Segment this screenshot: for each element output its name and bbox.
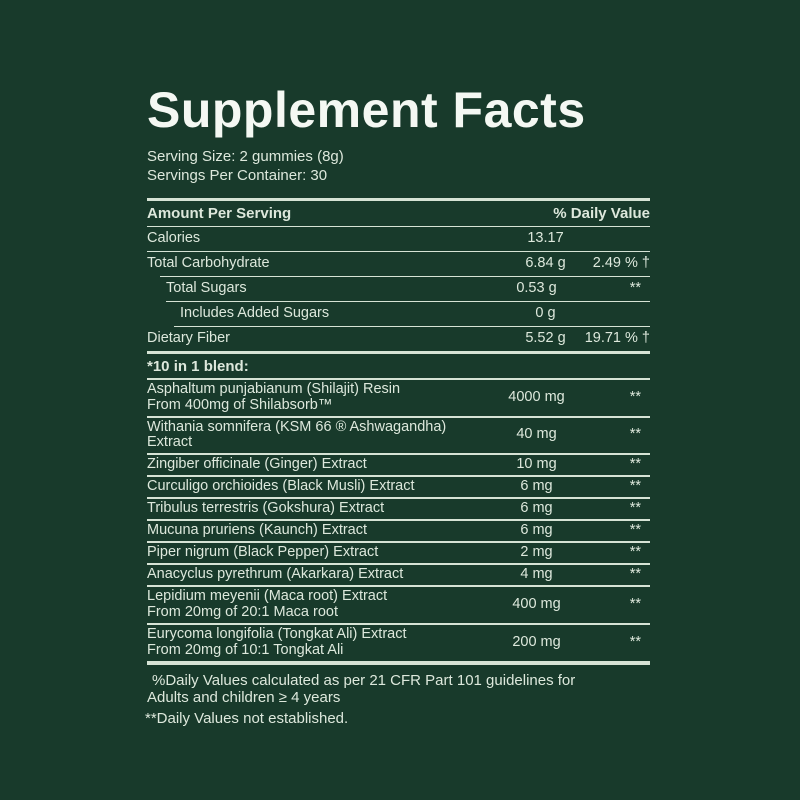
panel-title: Supplement Facts xyxy=(147,82,586,138)
ingredient-amount: 400 mg xyxy=(512,595,561,612)
blend-rows xyxy=(147,378,650,661)
ingredient-daily-value: ** xyxy=(629,543,641,560)
blend-row xyxy=(147,416,650,453)
ingredient-daily-value: ** xyxy=(629,426,641,442)
ingredient-amount: 200 mg xyxy=(512,633,561,650)
ingredient-name: Lepidium meyenii (Maca root) Extract From 20mg of 20:1 Maca root xyxy=(147,589,494,620)
ingredient-name: Mucuna pruriens (Kaunch) Extract xyxy=(147,521,368,538)
serving-info xyxy=(147,147,650,185)
nutrient-amount: 6.84 g xyxy=(525,254,566,271)
nutrient-rows xyxy=(147,226,650,351)
ingredient-name: Eurycoma longifolia (Tongkat Ali) Extract From 20mg of 10:1 Tongkat Ali xyxy=(147,627,494,658)
nutrient-amount: 0.53 g xyxy=(516,279,557,296)
ingredient-daily-value: ** xyxy=(629,633,641,650)
nutrient-daily-value: 19.71 % † xyxy=(584,329,650,346)
ingredient-daily-value: ** xyxy=(629,388,641,405)
daily-value-header: % Daily Value xyxy=(553,204,650,222)
dv-footnote-line2: Adults and children ≥ 4 years xyxy=(147,688,341,706)
ingredient-name: Tribulus terrestris (Gokshura) Extract xyxy=(147,499,385,516)
nutrient-row xyxy=(147,226,650,251)
nutrient-row xyxy=(147,301,650,326)
ingredient-daily-value: ** xyxy=(629,565,641,582)
blend-row xyxy=(147,519,650,541)
nutrient-name: Includes Added Sugars xyxy=(180,304,330,321)
ingredient-source: From 400mg of Shilabsorb™ xyxy=(147,396,333,413)
nutrient-amount: 13.17 xyxy=(527,229,564,246)
not-established-footnote: **Daily Values not established. xyxy=(145,709,349,727)
ingredient-amount: 6 mg xyxy=(520,499,553,516)
supplement-facts-panel xyxy=(147,84,650,727)
blend-row xyxy=(147,378,650,416)
blend-header: *10 in 1 blend: xyxy=(147,357,249,375)
blend-row xyxy=(147,585,650,623)
ingredient-name: Curculigo orchioides (Black Musli) Extract xyxy=(147,477,415,494)
ingredient-daily-value: ** xyxy=(629,595,641,612)
nutrient-daily-value: 2.49 % † xyxy=(592,254,650,271)
ingredient-name: Anacyclus pyrethrum (Akarkara) Extract xyxy=(147,565,404,582)
ingredient-amount: 4 mg xyxy=(520,565,553,582)
blend-row xyxy=(147,563,650,585)
blend-row xyxy=(147,541,650,563)
nutrient-row xyxy=(147,326,650,351)
table-header-row xyxy=(147,201,650,226)
ingredient-amount: 4000 mg xyxy=(508,388,565,405)
ingredient-name: Withania somnifera (KSM 66 ® Ashwagandha) Extract xyxy=(147,418,447,450)
ingredient-daily-value: ** xyxy=(629,499,641,516)
nutrient-daily-value: ** xyxy=(629,279,641,296)
nutrient-row xyxy=(147,251,650,276)
blend-row xyxy=(147,623,650,661)
ingredient-source: From 20mg of 20:1 Maca root xyxy=(147,603,338,620)
nutrient-name: Total Carbohydrate xyxy=(147,254,270,271)
nutrient-row xyxy=(147,276,650,301)
amount-per-serving-header: Amount Per Serving xyxy=(147,204,292,222)
servings-per-container: Servings Per Container: 30 xyxy=(147,167,328,184)
ingredient-amount: 2 mg xyxy=(520,543,553,560)
nutrient-name: Calories xyxy=(147,229,201,246)
ingredient-name: Piper nigrum (Black Pepper) Extract xyxy=(147,543,379,560)
bottom-rule xyxy=(147,661,650,665)
serving-size: Serving Size: 2 gummies (8g) xyxy=(147,148,344,165)
dv-footnote-line1: %Daily Values calculated as per 21 CFR Part 101 guidelines for xyxy=(152,671,576,689)
footnotes xyxy=(147,672,650,727)
nutrient-name: Dietary Fiber xyxy=(147,329,230,346)
ingredient-amount: 40 mg xyxy=(516,426,557,442)
ingredient-source: From 20mg of 10:1 Tongkat Ali xyxy=(147,641,344,658)
ingredient-name: Asphaltum punjabianum (Shilajit) Resin From 400mg of Shilabsorb™ xyxy=(147,382,494,413)
ingredient-daily-value: ** xyxy=(629,521,641,538)
nutrient-amount: 5.52 g xyxy=(525,329,566,346)
nutrient-name: Total Sugars xyxy=(166,279,247,296)
ingredient-daily-value: ** xyxy=(629,477,641,494)
blend-row xyxy=(147,453,650,475)
ingredient-daily-value: ** xyxy=(629,455,641,472)
ingredient-amount: 6 mg xyxy=(520,477,553,494)
blend-row xyxy=(147,497,650,519)
ingredient-name: Zingiber officinale (Ginger) Extract xyxy=(147,455,367,472)
ingredient-amount: 10 mg xyxy=(516,455,557,472)
blend-row xyxy=(147,475,650,497)
ingredient-amount: 6 mg xyxy=(520,521,553,538)
nutrient-amount: 0 g xyxy=(535,304,556,321)
